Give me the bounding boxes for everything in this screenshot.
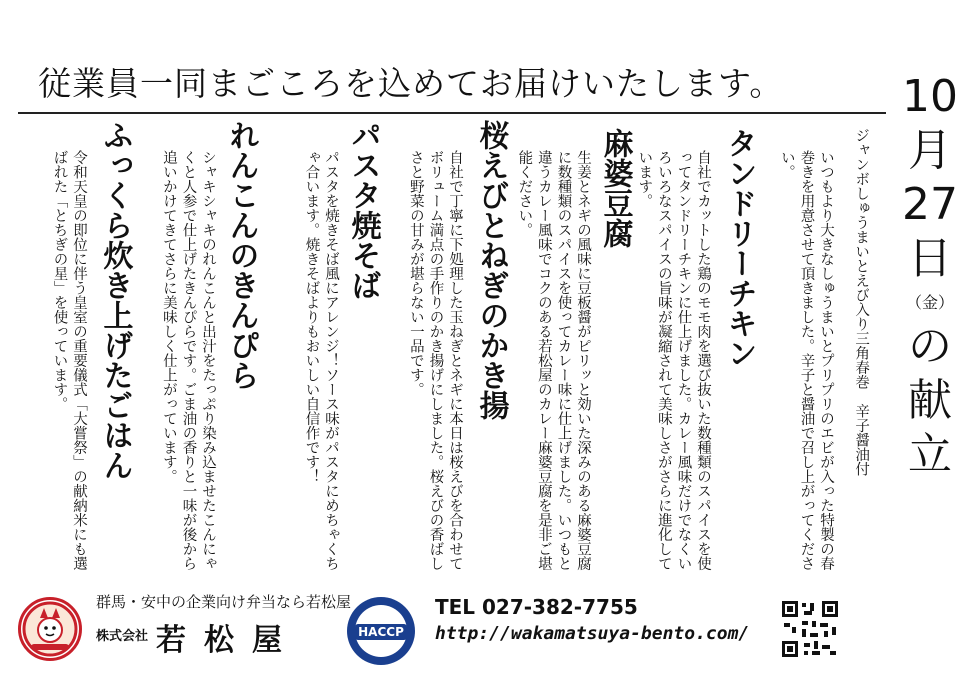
menu-2-body: 自社でカットした鶏のモモ肉を選び抜いた数種類のスパイスを使ってタンドリーチキンに仕上げました。カレー風味だけでなくいろいろなスパイスの旨味が凝縮されて美味しさがさらに進化しています。 xyxy=(636,150,711,571)
menu-3-title: 麻婆豆腐 xyxy=(597,128,633,248)
qr-code[interactable] xyxy=(780,599,840,659)
menu-6-body: シャキシャキのれんこんと出汁をたっぷり染み込ませたこんにゃくと人参で仕上げたきんぴらです。ごま油の香りと一味が後から追いかけてきてさらに美味しく仕上がっています。 xyxy=(160,150,216,571)
menu-5-title: パスタ焼そば xyxy=(345,120,381,300)
menu-7-title: ふっくら炊き上げたごはん xyxy=(97,120,133,480)
menu-2-title: タンドリーチキン xyxy=(721,128,757,368)
date-month: 月 xyxy=(908,125,952,176)
menu-5-body: パスタを焼きそば風にアレンジ！ソース味がパスタにめちゃくちゃ合います。焼きそばよりもおいしい自信作です！ xyxy=(303,150,339,571)
date-month-num: 10 xyxy=(902,71,958,122)
catchphrase: 群馬・安中の企業向け弁当なら若松屋 xyxy=(96,593,352,611)
menu-4-body: 自社で丁寧に下処理した玉ねぎとネギに本日は桜えびを合わせてボリューム満点の手作りのかき揚げにしました。桜えびの香ばしさと野菜の甘みが堪らない一品です。 xyxy=(407,150,463,571)
date-weekday: （金） xyxy=(905,293,954,312)
haccp-label: HACCP xyxy=(358,625,404,639)
menu-4-title: 桜えびとねぎのかき揚 xyxy=(473,120,509,420)
phone-number[interactable]: TEL 027-382-7755 xyxy=(435,595,638,619)
menu-6-title: れんこんのきんぴら xyxy=(223,120,259,390)
date-particle: の xyxy=(908,321,952,372)
headline: 従業員一同まごころを込めてお届けいたします。 xyxy=(38,64,784,103)
corp-type: 株式会社 xyxy=(96,629,149,644)
menu-1-body: いつもより大きなしゅうまいとプリプリのエビが入った特製の春巻きを用意させて頂きました。辛子と醤油で召し上がってください。 xyxy=(778,150,834,571)
divider xyxy=(18,112,886,114)
mascot-logo xyxy=(18,597,82,661)
footer xyxy=(0,585,980,695)
website-link[interactable]: http://wakamatsuya-bento.com/ xyxy=(435,623,750,644)
menu-1-title: ジャンボしゅうまいとえび入り三角春巻 辛子醤油付 xyxy=(853,128,870,476)
haccp-badge xyxy=(345,595,417,667)
menu-3-body: 生姜とネギの風味に豆板醤がピリッと効いた深みのある麻婆豆腐に数種類のスパイスを使ってカレー味に仕上げました。いつもと違うカレー風味でコクのある若松屋のカレー麻婆豆腐を是非ご堪能ください。 xyxy=(516,150,591,571)
menu-7-body: 令和天皇の即位に伴う皇室の重要儀式「大嘗祭」の献納米にも選ばれた「とちぎの星」を使っています。 xyxy=(51,150,87,571)
company-name: 若松屋 xyxy=(156,623,300,658)
date-block xyxy=(900,70,960,670)
date-day-num: 27 xyxy=(902,179,958,230)
date-day: 日 xyxy=(908,233,952,284)
kondate-char-2: 立 xyxy=(908,429,952,480)
kondate-char-1: 献 xyxy=(908,375,952,426)
